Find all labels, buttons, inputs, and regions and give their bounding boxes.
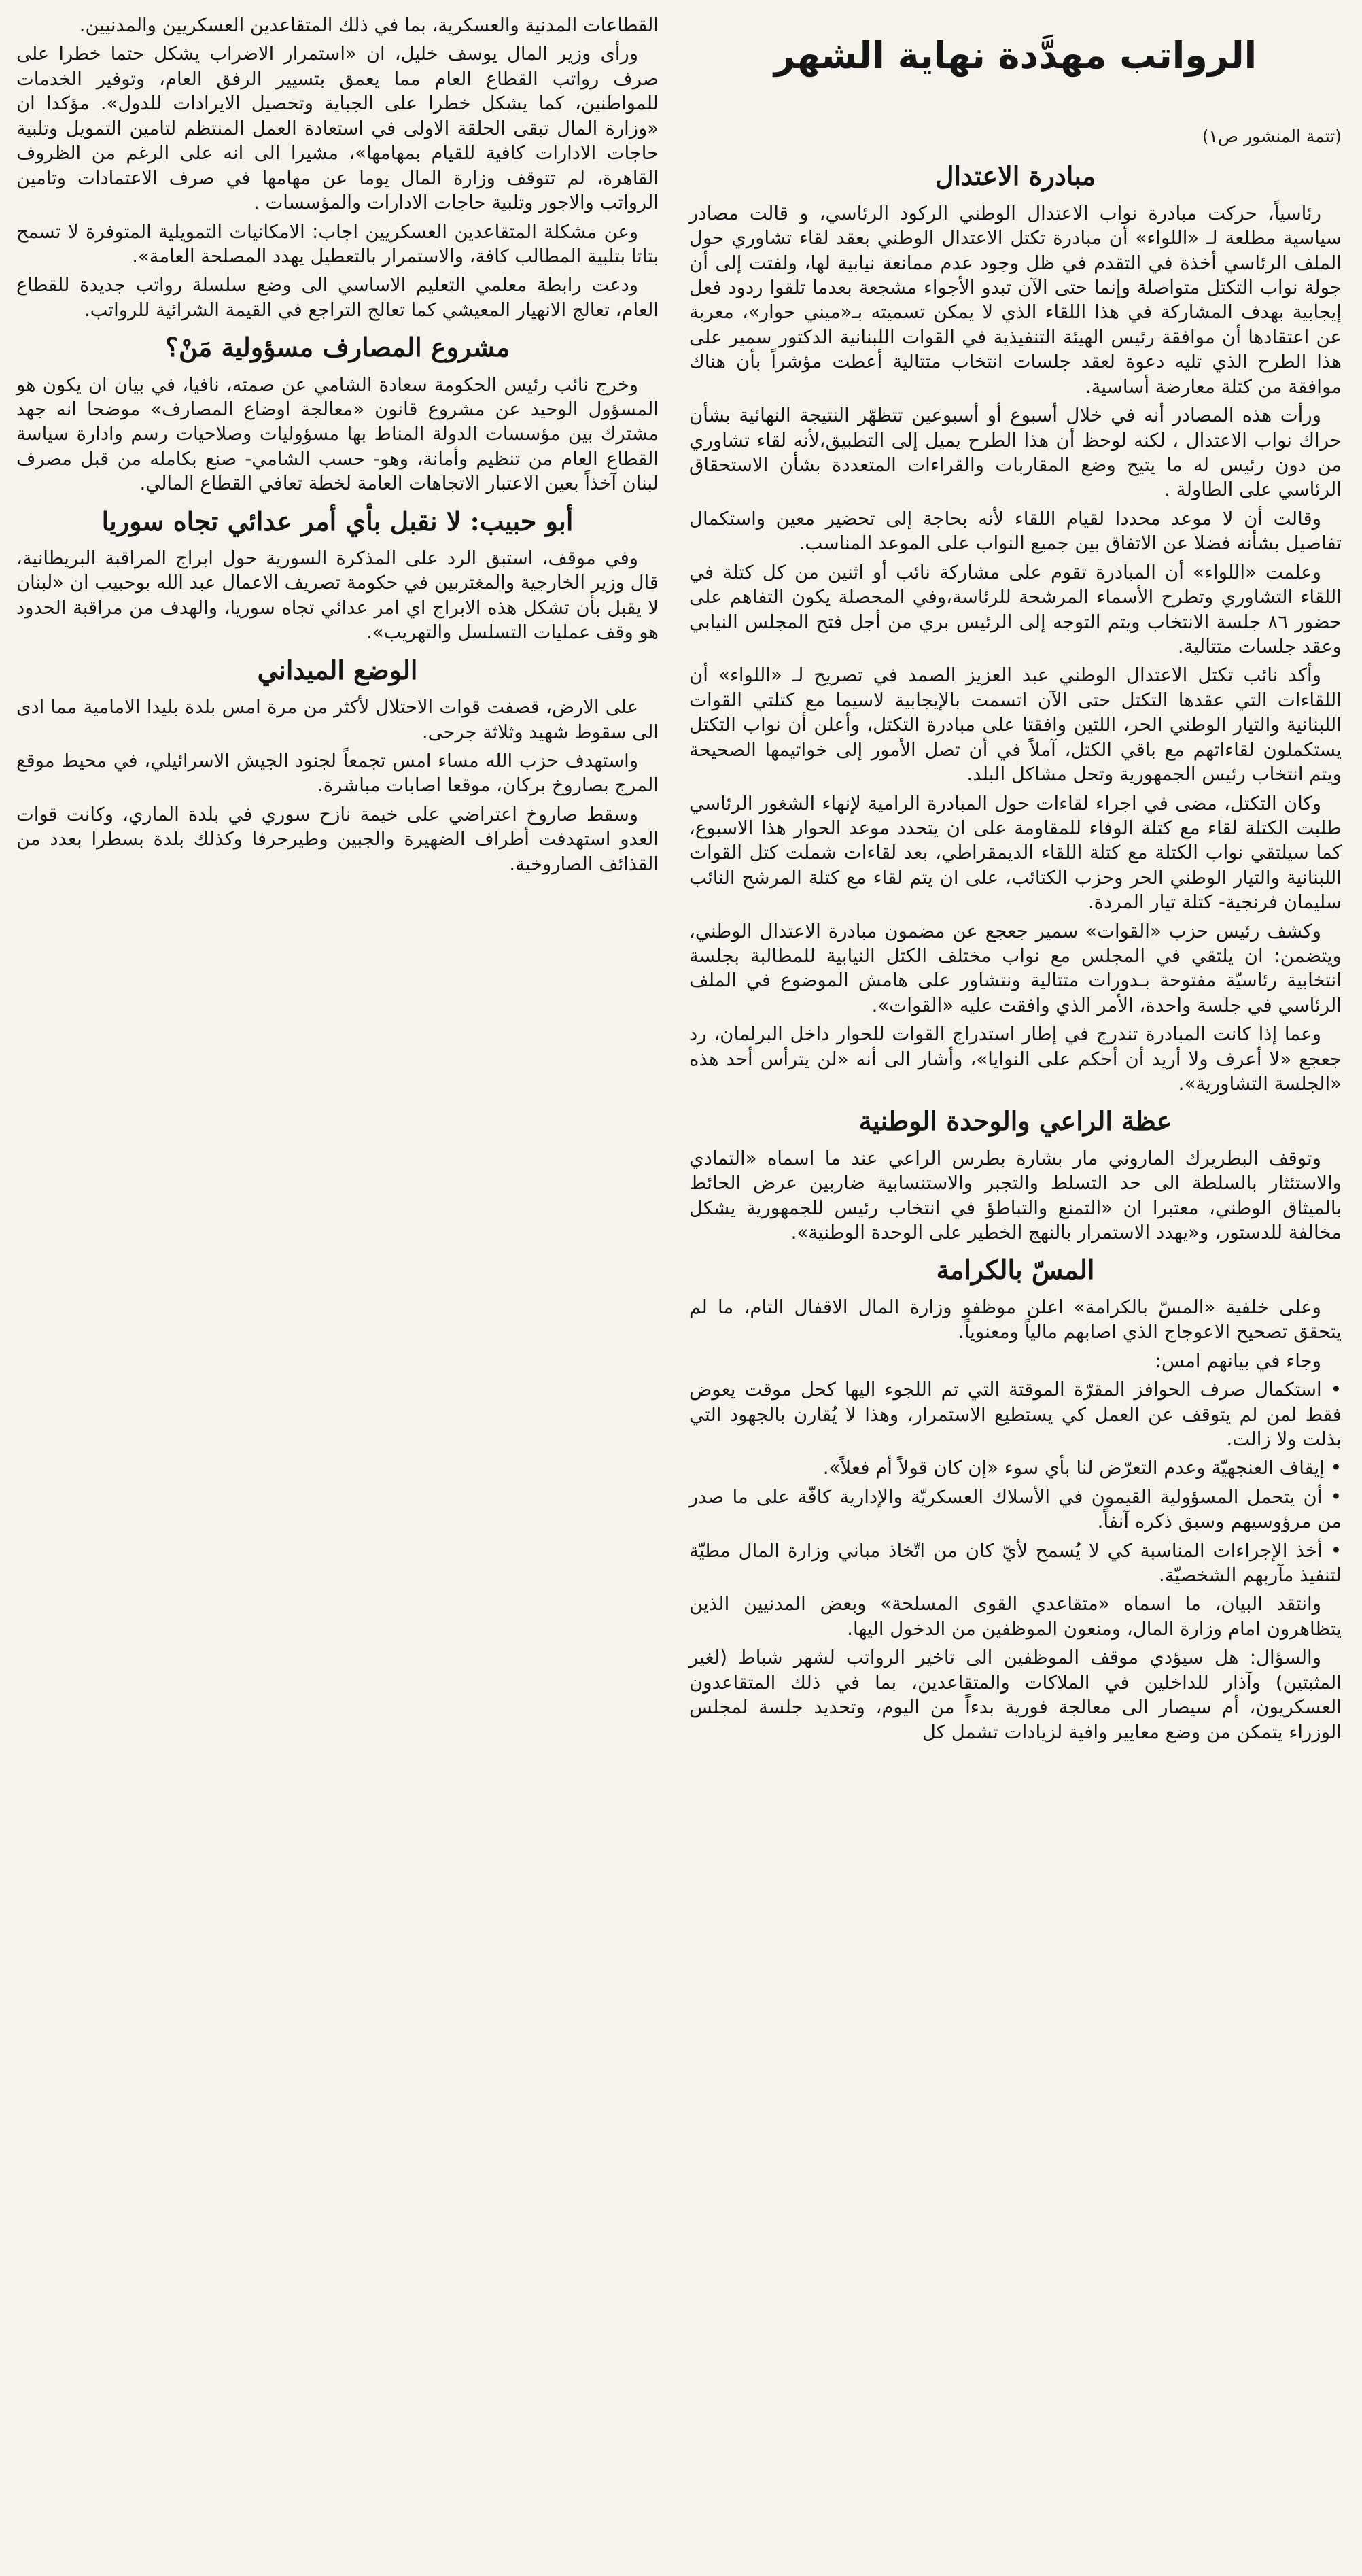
bullet-item: • إيقاف العنجهيّة وعدم التعرّض لنا بأي سوء «إن كان قولاً أم فعلاً». (822, 1456, 1342, 1479)
left-column (16, 14, 659, 881)
bullet-item: • استكمال صرف الحوافز المقرّة الموقتة التي تم اللجوء اليها كحل موقت يعوض فقط لمن لم يتوقف عن العمل كي يستطيع الاستمرار، وهذا لا يُقارن بالجهود التي بذلت ولا زالت. (689, 1378, 1342, 1450)
paragraph: ودعت رابطة معلمي التعليم الاساسي الى وضع سلسلة رواتب جديدة للقطاع العام، تعالج الانهيار المعيشي كما تعالج التراجع في القيمة الشرائية للرواتب. (16, 275, 659, 321)
paragraph: وأكد نائب تكتل الاعتدال الوطني عبد العزيز الصمد في تصريح لـ «اللواء» أن اللقاءات التي عقدها التكتل حتى الآن اتسمت بالإيجابية لاسيما مع كتلتي القوات اللبنانية والتيار الوطني الحر، اللتين وافقتا على مبادرة التكتل، وأعلن أن نواب التكتل يستكملون لقاءاتهم مع باقي الكتل، آملاً في أن تصل الأمور إلى خواتيمها الصحيحة ويتم انتخاب رئيس الجمهورية وتحل مشاكل البلد. (689, 664, 1342, 786)
right-column (689, 33, 1342, 1749)
continued-note: (تتمة المنشور ص١) (1202, 126, 1342, 146)
section-title: المسّ بالكرامة (936, 1254, 1095, 1285)
paragraph: على الارض، قصفت قوات الاحتلال لأكثر من مرة امس بلدة بليدا الامامية مما ادى الى سقوط شهيد وثلاثة جرحى. (16, 697, 659, 743)
paragraph: وجاء في بيانهم امس: (1155, 1349, 1321, 1372)
paragraph: ورأى وزير المال يوسف خليل، ان «استمرار الاضراب يشكل حتما خطرا على صرف رواتب القطاع العام مما يعمق بتسيير الرفق العام، وتوفير الخدمات للمواطنين، كما يشكل خطرا على الجباية وتحصيل الايرادات للدول». مؤكدا ان «وزارة المال تبقى الحلقة الاولى في استعادة العمل المنتظم لتامين التمويل وتلبية حاجات الادارات كافية للقيام بمهامها»، مشيرا الى انه على الرغم من الظروف القاهرة، لم تتوقف وزارة المال يوما عن مهامها في صرف الاعتمادات وتامين الرواتب والاجور وتلبية حاجات الادارات والمؤسسات . (16, 44, 659, 214)
paragraph: وسقط صاروخ اعتراضي على خيمة نازح سوري في بلدة الماري، وكانت قوات العدو استهدفت أطراف الضهيرة والجبين وطيرحرفا وكذلك بلدة بسطرا بعدد من القذائف الصاروخية. (16, 804, 659, 875)
paragraph: وعما إذا كانت المبادرة تندرج في إطار استدراج القوات للحوار داخل البرلمان، رد جعجع «لا أعرف ولا أريد أن أحكم على النوايا»، وأشار الى أنه «لن يترأس أحد هذه «الجلسة التشاورية». (689, 1023, 1342, 1095)
paragraph: القطاعات المدنية والعسكرية، بما في ذلك المتقاعدين العسكريين والمدنيين. (79, 15, 659, 36)
paragraph: رئاسياً، حركت مبادرة نواب الاعتدال الوطني الركود الرئاسي، و قالت مصادر سياسية مطلعة لـ «اللواء» أن مبادرة تكتل الاعتدال الوطني بعقد لقاء تشاوري حول الملف الرئاسي أخذة في التقدم في ظل وجود عدم ممانعة نيابية لها، ولفتت إلى أن جولة نواب التكتل متواصلة وإنما حتى الآن تبدو الأجواء مشجعة بعدما تلقوا ردود فعل إيجابية بهدف المشاركة في هذا اللقاء الذي لا يمكن تسميته بـ«ميني حوار»، معربة عن اعتقادها أن موافقة رئيس الهيئة التنفيذية في القوات اللبنانية الدكتور سمير على هذا الطرح الذي تليه دعوة لعقد جلسات انتخاب متتالية أعطت مؤشراً بأن هناك موافقة من كتلة معارضة أساسية. (689, 201, 1342, 398)
section-title: مبادرة الاعتدال (935, 160, 1096, 191)
paragraph: ورأت هذه المصادر أنه في خلال أسبوع أو أسبوعين تتظهّر النتيجة النهائية بشأن حراك نواب الاعتدال ، لكنه لوحظ أن هذا الطرح يميل إلى التطبيق،لأنه لقاء تشاوري من دون رئيس له ما يتيح وضع المقاربات والقراءات المتعددة بشأن الاستحقاق الرئاسي على الطاولة . (689, 404, 1342, 501)
bullet-item: • أن يتحمل المسؤولية القيمون في الأسلاك العسكريّة والإدارية كافّة على ما صدر من مرؤوسيهم وسبق ذكره آنفاً. (689, 1485, 1342, 1533)
paragraph: وتوقف البطريرك الماروني مار بشارة بطرس الراعي عند ما اسماه «التمادي والاستئثار بالسلطة الى حد التسلط والتجبر والاستنسابية ضاربين عرض الحائط بالميثاق الوطني، معتبرا ان «التمنع والتباطؤ في انتخاب رئيس للجمهورية يشكل مخالفة للدستور، و«يهدد الاستمرار بالنهج الخطير على الوحدة الوطنية». (689, 1146, 1342, 1244)
paragraph: وكان التكتل، مضى في اجراء لقاءات حول المبادرة الرامية لإنهاء الشغور الرئاسي طلبت الكتلة لقاء مع كتلة الوفاء للمقاومة على ان يتحدد موعد الحوار هذا الاسبوع، كما سيلتقي نواب الكتلة مع كتلة اللقاء الديمقراطي، بعد لقاءات شملت كتل القوات اللبنانية والتيار الوطني الحر وحزب الكتائب، على ان يتم لقاء مع كتلة المرشح النائب سليمان فرنجية- كتلة تيار المردة. (689, 791, 1342, 914)
paragraph: واستهدف حزب الله مساء امس تجمعاً لجنود الجيش الاسرائيلي، في محيط موقع المرج بصاروخ بركان، موقعا اصابات مباشرة. (16, 750, 659, 797)
paragraph: وعن مشكلة المتقاعدين العسكريين اجاب: الامكانيات التمويلية المتوفرة لا تسمح بتاتا بتلبية المطالب كافة، والاستمرار بالتعطيل يهدد المصلحة العامة». (16, 221, 659, 267)
paragraph: وانتقد البيان، ما اسماه «متقاعدي القوى المسلحة» وبعض المدنيين الذين يتظاهرون امام وزارة المال، ومنعون الموظفين من الدخول اليها. (689, 1592, 1342, 1640)
section-title: مشروع المصارف مسؤولية مَنْ؟ (164, 332, 510, 363)
section-title: أبو حبيب: لا نقبل بأي أمر عدائي تجاه سوريا (101, 505, 574, 536)
paragraph: وفي موقف، استبق الرد على المذكرة السورية حول ابراج المراقبة البريطانية، قال وزير الخارجية والمغتربين في حكومة تصريف الاعمال عبد الله بوحبيب ان «لبنان لا يقبل بأن تشكل هذه الابراج اي امر عدائي تجاه سوريا، والهدف من مراقبة الحدود هو وقف عمليات التسلسل والتهريب». (16, 548, 659, 644)
paragraph: وخرج نائب رئيس الحكومة سعادة الشامي عن صمته، نافيا، في بيان ان يكون هو المسؤول الوحيد عن مشروع قانون «معالجة اوضاع المصارف» موضحا انه جهد مشترك بين مؤسسات الدولة المناط بها مسؤوليات وصلاحيات رسم وادارة سياسة القطاع العام من تنظيم وأمانة، وهو- حسب الشامي- صنع بكامله من قبل مصرف لبنان آخذاً بعين الاعتبار الاتجاهات العامة لخطة تعافي القطاع المالي. (16, 374, 659, 495)
paragraph: وقالت أن لا موعد محددا لقيام اللقاء لأنه بحاجة إلى تحضير معين واستكمال تفاصيل بشأنه فضلا عن الاتفاق بين جميع النواب على الموعد المناسب. (689, 506, 1342, 555)
headline: الرواتب مهدَّدة نهاية الشهر (773, 34, 1257, 77)
section-title: الوضع الميداني (257, 654, 418, 685)
section-title: عظة الراعي والوحدة الوطنية (858, 1105, 1172, 1136)
paragraph: والسؤال: هل سيؤدي موقف الموظفين الى تاخير الرواتب لشهر شباط (لغير المثبتين) وآذار للداخلين في الملاكات والمتقاعدين، بما في ذلك المتقاعدون العسكريون، أم سيصار الى معالجة فورية بدءاً من اليوم، وتحديد جلسة لمجلس الوزراء يتمكن من وضع معايير وافية لزيادات تشمل كل (689, 1646, 1342, 1743)
bullet-item: • أخذ الإجراءات المناسبة كي لا يُسمح لأيّ كان من اتّخاذ مباني وزارة المال مطيّة لتنفيذ مآربهم الشخصيّة. (689, 1539, 1342, 1587)
paragraph: وكشف رئيس حزب «القوات» سمير جعجع عن مضمون مبادرة الاعتدال الوطني، ويتضمن: ان يلتقي في المجلس مع نواب مختلف الكتل النيابية للمطالبة بجلسة انتخابية رئاسيّة مفتوحة بـدورات متتالية ونتشاور على هامش الموضوع في الملف الرئاسي في جلسة واحدة، الأمر الذي وافقت عليه «القوات». (689, 919, 1342, 1016)
paragraph: وعلى خلفية «المسّ بالكرامة» اعلن موظفو وزارة المال الاقفال التام، ما لم يتحقق تصحيح الاعوجاج الذي اصابهم مالياً ومعنوياً. (689, 1295, 1342, 1343)
paragraph: وعلمت «اللواء» أن المبادرة تقوم على مشاركة نائب أو اثنين من كل كتلة في اللقاء التشاوري وتطرح الأسماء المرشحة للرئاسة،وفي المحصلة يكون التفاهم على حضور ٨٦ جلسة الانتخاب ويتم التوجه إلى الرئيس بري من أجل فتح المجلس النيابي وعقد جلسات متتالية. (689, 560, 1342, 657)
